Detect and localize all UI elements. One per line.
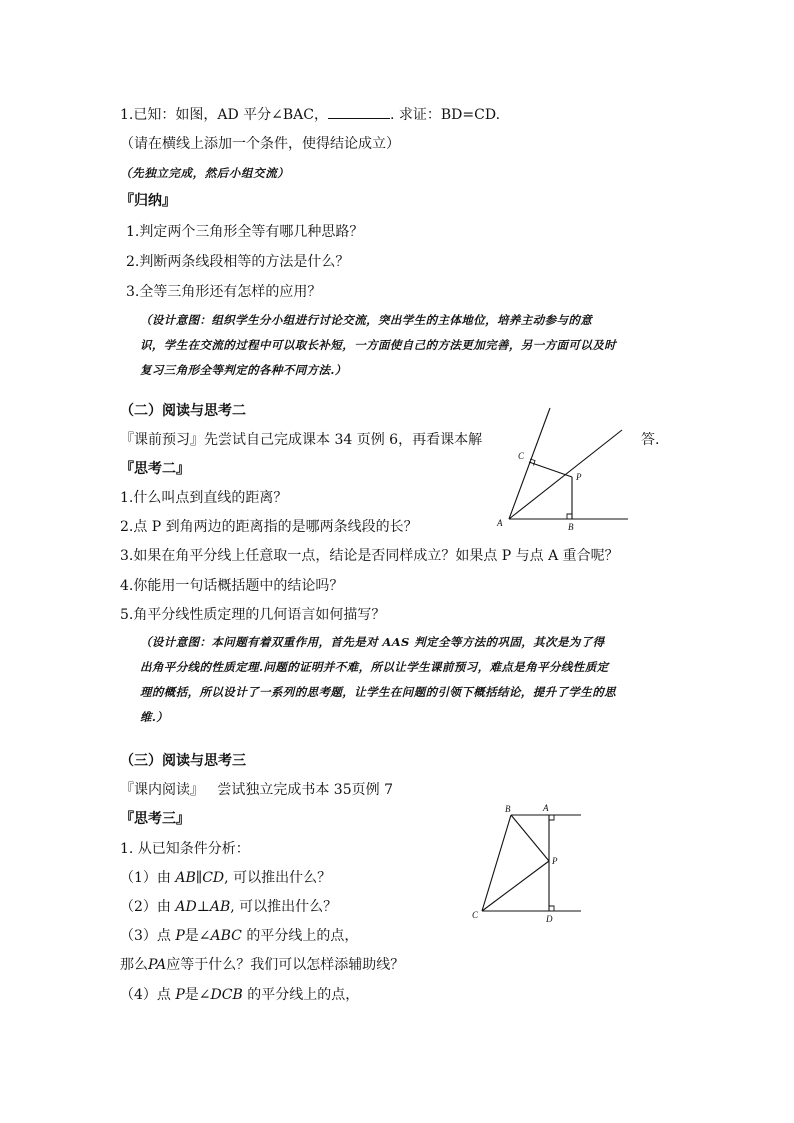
section2-question: 4.你能用一句话概括题中的结论吗？	[120, 578, 344, 594]
design-line: （设计意图：组织学生分小组进行讨论交流，突出学生的主体地位，培养主动参与的意	[140, 313, 593, 327]
q-text: 的平分线上的点，	[242, 987, 360, 1003]
parallel-lines-figure	[470, 800, 590, 925]
q-text: 是∠	[184, 928, 211, 944]
fig2-label-c: C	[472, 910, 479, 920]
q-text: （2）由	[120, 899, 176, 915]
q1-line	[120, 106, 500, 124]
summary-design-intent	[120, 308, 680, 383]
fig2-label-d: D	[546, 914, 553, 924]
fig2-label-a: A	[543, 803, 549, 813]
fig1-label-b: B	[568, 522, 574, 532]
preview-end: 答.	[641, 432, 660, 448]
q1-note: （先独立完成，然后小组交流）	[120, 166, 290, 180]
summary-item: 3.全等三角形还有怎样的应用？	[126, 284, 322, 300]
q-var: AD⊥AB	[175, 899, 231, 915]
fig2-label-p: P	[552, 856, 558, 866]
q1-blank[interactable]	[328, 106, 390, 119]
q-text: （4）点	[120, 987, 176, 1003]
q-text: 是∠	[184, 987, 211, 1003]
preview-label: 『课前预习』	[120, 432, 204, 448]
section2-question: 2.点 P 到角两边的距离指的是哪两条线段的长？	[120, 519, 418, 535]
section3-intro: 1. 从已知条件分析：	[120, 841, 250, 857]
reading-label: 『课内阅读』	[120, 782, 204, 798]
preview-text: 先尝试自己完成课本 34 页例 6，再看课本解	[204, 432, 483, 448]
q-text: 的平分线上的点，	[241, 928, 359, 944]
q-var: ABC	[210, 928, 242, 944]
q-text: , 可以推出什么？	[230, 899, 338, 915]
section2-question: 5.角平分线性质定理的几何语言如何描写？	[120, 607, 386, 623]
angle-bisector-figure	[490, 400, 640, 535]
section2-think-heading: 『思考二』	[120, 461, 190, 477]
fig1-label-c: C	[518, 451, 525, 461]
section2-title: （二）阅读与思考二	[120, 403, 246, 419]
q-var: P	[175, 928, 185, 944]
q-var: PA	[148, 957, 167, 973]
design-line: 理的概括，所以设计了一系列的思考题，让学生在问题的引领下概括结论，提升了学生的思	[140, 685, 616, 699]
summary-item: 1.判定两个三角形全等有哪几种思路？	[126, 224, 364, 240]
q-var: P	[175, 987, 185, 1003]
design-line: （设计意图：本问题有着双重作用，首先是对 AAS 判定全等方法的巩固，其次是为了得	[140, 635, 605, 649]
section2-question: 1.什么叫点到直线的距离？	[120, 490, 288, 506]
q1-suffix: . 求证：BD=CD.	[389, 107, 501, 123]
design-line: 复习三角形全等判定的各种不同方法.）	[140, 363, 347, 377]
design-line: 出角平分线的性质定理.问题的证明并不难，所以让学生课前预习，难点是角平分线性质定	[140, 660, 609, 674]
q-var: DCB	[210, 987, 243, 1003]
q1-prefix: 1.已知：如图，AD 平分∠BAC，	[120, 107, 328, 123]
section2-question: 3.如果在角平分线上任意取一点，结论是否同样成立？如果点 P 与点 A 重合呢？	[120, 548, 619, 564]
fig1-label-p: P	[576, 472, 582, 482]
q-text: （1）由	[120, 870, 176, 886]
q-text: 应等于什么？我们可以怎样添辅助线？	[166, 957, 405, 973]
q-text: 那么	[120, 957, 148, 973]
q-var: AB∥CD	[175, 870, 225, 886]
section3-question	[120, 898, 337, 916]
section3-reading	[120, 781, 393, 799]
section3-think-heading: 『思考三』	[120, 811, 190, 827]
fig2-label-b: B	[505, 804, 511, 814]
design-line: 识，学生在交流的过程中可以取长补短，一方面使自己的方法更加完善，另一方面可以及时	[140, 338, 616, 352]
section3-question	[120, 986, 359, 1004]
section2-preview	[120, 431, 482, 449]
q1-hint: （请在横线上添加一个条件，使得结论成立）	[120, 136, 400, 152]
summary-item: 2.判断两条线段相等的方法是什么？	[126, 254, 350, 270]
fig1-label-a: A	[497, 518, 503, 528]
q-text: （3）点	[120, 928, 176, 944]
section3-title: （三）阅读与思考三	[120, 753, 246, 769]
reading-text: 尝试独立完成书本 35页例 7	[217, 782, 393, 798]
section2-design-intent	[120, 630, 680, 730]
q-text: , 可以推出什么？	[224, 870, 332, 886]
summary-heading: 『归纳』	[120, 193, 176, 209]
section3-question	[120, 956, 404, 974]
section3-question	[120, 869, 331, 887]
section3-question	[120, 927, 358, 945]
design-line: 维.）	[140, 710, 169, 724]
